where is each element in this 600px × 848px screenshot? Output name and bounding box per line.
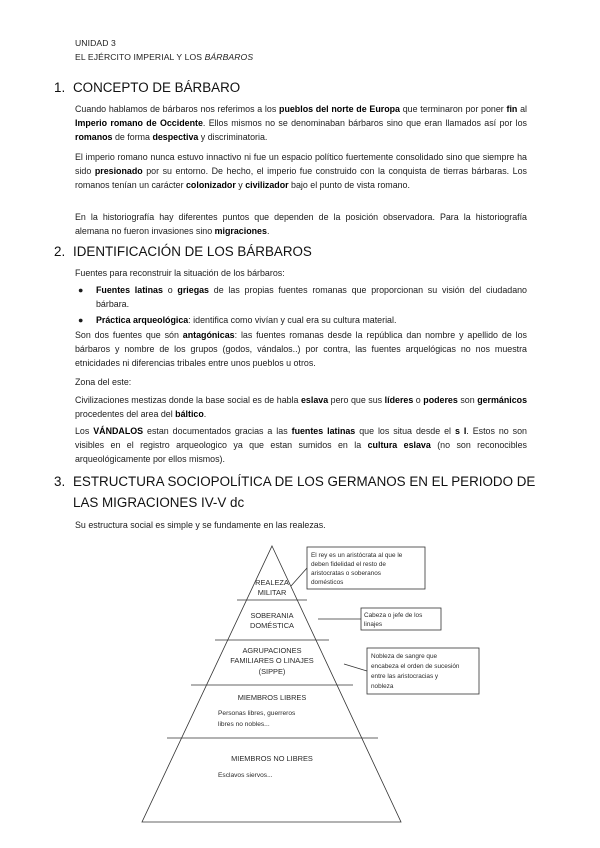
header-unit: UNIDAD 3 [75, 38, 116, 48]
text-run: bajo el punto de vista romano. [288, 180, 410, 191]
bold-text-run: VÁNDALOS [93, 426, 144, 436]
text-run: Son dos fuentes que són [75, 330, 183, 340]
bold-text-run: líderes [384, 395, 414, 405]
level-5-label: MIEMBROS NO LIBRES [231, 754, 313, 763]
callout-1-line-4: domésticos [311, 579, 344, 586]
level-1-label-line-1: REALEZA [255, 578, 289, 587]
bold-text-run: despectiva [152, 132, 199, 143]
text-run: En la historiografía hay diferentes puntos que dependen de la posición observadora. Para la historiografía alemana no fueron invasiones sino [75, 212, 527, 237]
callout-2-line-1: Cabeza o jefe de los [364, 612, 423, 619]
bold-text-run: báltico [175, 409, 204, 420]
text-run: al [517, 104, 527, 114]
text-run: Los [75, 426, 94, 436]
bold-text-run: colonizador [186, 180, 236, 191]
text-run: El imperio romano nunca estuvo innactivo ni fue un espacio político fuertemente consolidado sino que siempre ha sido [75, 152, 527, 177]
bold-text-run: antagónicas [182, 330, 235, 340]
text-run: Civilizaciones mestizas donde la base social es de habla [75, 395, 301, 405]
bold-text-run: fin [506, 104, 518, 114]
bold-text-run: Imperio romano de Occidente [75, 118, 203, 129]
text-run: Su estructura social es simple y se fundamente en las realezas. [75, 520, 326, 530]
bold-text-run: presionado [94, 166, 143, 177]
text-run: que terminaron por poner [400, 104, 507, 114]
text-run: Fuentes para reconstruir la situación de los bárbaros: [75, 268, 285, 278]
callout-1-line-2: deben fidelidad el resto de [311, 561, 386, 568]
section-3-heading-line-2: LAS MIGRACIONES IV-V dc [73, 495, 245, 510]
text-run: . [266, 226, 270, 237]
bullet-icon: ● [78, 285, 84, 295]
text-run: procedentes del area del [75, 409, 176, 420]
bold-text-run: fuentes latinas [291, 426, 356, 436]
bold-text-run: Práctica arqueológica [96, 315, 189, 325]
text-run: Zona del este: [75, 377, 132, 387]
bold-text-run: eslava [301, 395, 329, 405]
bold-text-run: griegas [177, 285, 209, 295]
section-1-heading: 1. CONCEPTO DE BÁRBARO [54, 80, 241, 95]
bold-text-run: romanos [75, 132, 113, 143]
text-run: (no son reconocibles arqueológicamente por ellos mismos). [75, 440, 527, 465]
connector-3 [344, 664, 367, 671]
level-2-label-line-1: SOBERANIA [250, 611, 294, 620]
text-run: o [162, 285, 178, 295]
level-4-note-line-2: libres no nobles... [218, 721, 270, 728]
text-run: de las propias fuentes romanas que proporcionan su visión del ciudadano bárbara. [96, 285, 527, 310]
connector-1 [291, 568, 307, 586]
level-4-label: MIEMBROS LIBRES [237, 693, 307, 702]
level-3-label-line-1: AGRUPACIONES [242, 646, 302, 655]
bold-text-run: civilizador [245, 180, 289, 191]
level-4-note-line-1: Personas libres, guerreros [218, 710, 296, 717]
text-run: por su entorno. De hecho, el imperio fue construido con la conquista de tierras bárbaras. Los romanos tenían un carácter [75, 166, 527, 191]
callout-3-line-4: nobleza [371, 683, 394, 690]
section-3-heading-line-1: 3. ESTRUCTURA SOCIOPOLÍTICA DE LOS GERMANOS EN EL PERIODO DE [54, 474, 536, 489]
text-run: pero que sus [328, 395, 385, 405]
bullet-icon: ● [78, 315, 84, 325]
callout-3-line-3: entre las aristocracias y [371, 673, 439, 680]
text-run: de forma [112, 132, 153, 143]
text-run: estan documentados gracias a las [143, 426, 292, 436]
level-5-note: Esclavos siervos... [218, 772, 273, 779]
bold-text-run: migraciones [214, 226, 267, 237]
text-run: . [203, 409, 207, 420]
section-2-heading: 2. IDENTIFICACIÓN DE LOS BÁRBAROS [54, 244, 312, 259]
bold-text-run: pueblos del norte de Europa [279, 104, 400, 114]
callout-3-line-1: Nobleza de sangre que [371, 653, 438, 660]
header-topic: EL EJÉRCITO IMPERIAL Y LOS BÁRBAROS [75, 52, 254, 62]
bold-text-run: poderes [423, 395, 458, 405]
level-3-label-line-3: (SIPPE) [258, 667, 286, 676]
level-2-label-line-2: DOMÉSTICA [250, 621, 294, 630]
text-run: o [413, 395, 424, 405]
callout-1-line-1: El rey es un aristócrata al que le [311, 552, 403, 559]
bold-text-run: Fuentes latinas [96, 285, 163, 295]
callout-1-line-3: aristocratas o soberanos [311, 570, 381, 577]
text-run: que los situa desde el [355, 426, 455, 436]
text-run: : las fuentes romanas desde la república dan nombre y apellido de los bárbaros y nombre de los grupos (godos, vándalos..) por contra, las fuentes arquelógicas no nos muestra etnicidades ni diferencias tribales entre unos pueblos u otros. [75, 330, 527, 369]
text-run: y discriminatoria. [198, 132, 268, 143]
level-3-label-line-2: FAMILIARES O LINAJES [230, 656, 314, 665]
level-1-label-line-2: MILITAR [257, 588, 287, 597]
text-run: son [457, 395, 478, 405]
text-run: y [235, 180, 246, 191]
callout-2-line-2: linajes [364, 621, 383, 628]
text-run: Cuando hablamos de bárbaros nos referimos a los [75, 104, 280, 114]
bold-text-run: s I [454, 426, 467, 436]
callout-3-line-2: encabeza el orden de sucesión [371, 663, 460, 670]
text-run: . Estos no son visibles en el registro arqueologico ya que estan sumidos en la [75, 426, 527, 451]
text-run: : identifica como vivían y cual era su cultura material. [188, 315, 397, 325]
text-run: . Ellos mismos no se denominaban bárbaros sino que eran llamados así por los [202, 118, 527, 129]
bold-text-run: cultura eslava [367, 440, 431, 451]
bold-text-run: germánicos [477, 395, 528, 405]
